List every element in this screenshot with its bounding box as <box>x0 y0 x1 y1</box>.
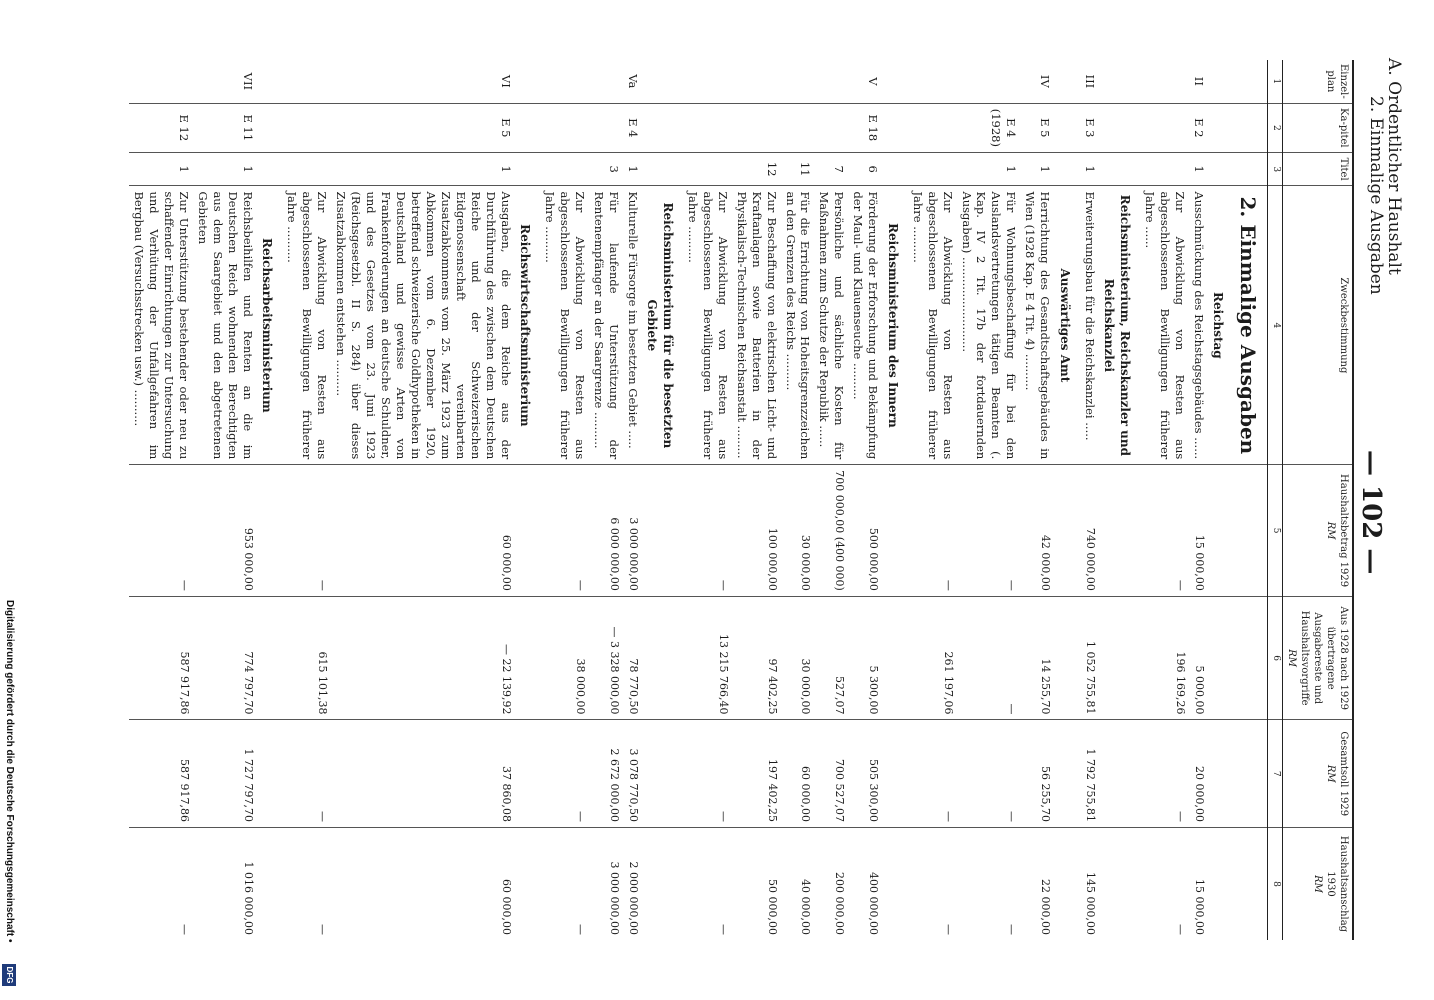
einzelplan-cell <box>683 60 732 103</box>
amount-1929-cell: — <box>1140 465 1189 597</box>
estimate-1930-cell: — <box>957 828 1021 941</box>
amount-1929-cell: — <box>683 465 732 597</box>
table-row <box>814 60 848 940</box>
table-row <box>540 60 589 940</box>
amount-1929-cell: 700 000,00 (400 000) <box>814 465 848 597</box>
carryover-cell: 38 000,00 <box>540 596 589 720</box>
col-header-haushaltsanschlag: Haushaltsanschlag 1930 RM <box>1283 828 1354 941</box>
titel-cell: 1 <box>1189 152 1208 186</box>
estimate-1930-cell: 3 000 000,00 <box>589 828 623 941</box>
einzelplan-cell <box>957 60 1021 103</box>
section-heading: Reichsministerium für die besetzten Gebiete <box>642 186 683 465</box>
estimate-1930-cell: — <box>1140 828 1189 941</box>
titel-cell: 11 <box>781 152 815 186</box>
table-row <box>129 60 193 940</box>
total-1929-cell: 20 000,00 <box>1189 720 1208 828</box>
table-row <box>732 60 781 940</box>
einzelplan-cell: V <box>866 77 881 86</box>
description-cell: Zur Abwicklung von Resten aus abgeschlossenen Bewilligungen früherer Jahre .......... <box>540 186 589 465</box>
amount-1929-cell: 60 000,00 <box>331 465 514 597</box>
kapitel-cell <box>283 103 332 152</box>
total-1929-cell: 56 255,70 <box>1020 720 1054 828</box>
col-header-ausgabereste: Aus 1928 nach 1929 übertragene Ausgabereste und Haushaltsvorgriffe RM <box>1283 596 1354 720</box>
carryover-cell: 261 197,06 <box>908 596 957 720</box>
carryover-cell: 14 255,70 <box>1020 596 1054 720</box>
estimate-1930-cell: 60 000,00 <box>331 828 514 941</box>
einzelplan-cell: Va <box>625 74 640 89</box>
description-cell: Zur Unterstützung bestehender oder neu zu schaffender Einrichtungen zur Untersuchung und Verhütung der Unfallgefahren im Bergbau (Versuchsstrecken usw.) .......... <box>129 186 193 465</box>
estimate-1930-cell: — <box>908 828 957 941</box>
description-cell: Für Wohnungsbeschaffung für bei den Auslandsvertretungen tätigen Beamten (. Kap. IV 2 Tit. 17b der fortdauernden Ausgaben) .......................... <box>957 186 1021 465</box>
section-heading: Reichstag <box>1208 186 1234 465</box>
estimate-1930-cell: 200 000,00 <box>814 828 848 941</box>
estimate-1930-cell: — <box>283 828 332 941</box>
col-header-kapitel: Ka-pitel <box>1283 103 1354 152</box>
total-1929-cell: 2 672 000,00 <box>589 720 623 828</box>
col-number: 2 <box>1268 103 1283 152</box>
carryover-cell: 78 770,50 <box>623 596 642 720</box>
description-cell: Zur Abwicklung von Resten aus abgeschlossenen Bewilligungen früherer Jahre ...... <box>1140 186 1189 465</box>
carryover-cell: 30 000,00 <box>781 596 815 720</box>
dfg-logo: DFG <box>2 964 16 986</box>
amount-1929-cell: 30 000,00 <box>781 465 815 597</box>
table-row <box>683 60 732 940</box>
unit-label: RM <box>1286 649 1297 668</box>
carryover-cell: 5 300,00 <box>848 596 882 720</box>
titel-cell <box>540 152 589 186</box>
titel-cell: 6 <box>848 152 882 186</box>
titel-cell: 1 <box>331 152 514 186</box>
unit-label: RM <box>1325 521 1336 540</box>
table-row <box>1020 60 1054 940</box>
carryover-cell: — 22 139,92 <box>331 596 514 720</box>
estimate-1930-cell: — <box>683 828 732 941</box>
carryover-cell: 527,07 <box>814 596 848 720</box>
description-cell: Ausgaben, die dem Reiche aus der Durchführung des zwischen dem Deutschen Reiche und der Schweizerischen Eidgenossenschaft vereinbarten Zusatzabkommens vom 25. März 1923 zum Abkommen vom 6. Dezember 1920, betreffend schweizerische Goldhypotheken in Deutschland und gewisse Arten von Frankenforderungen an deutsche Schuldner, und des Gesetzes vom 23. Juni 1923 (Reichsgesetzbl. II S. 284) über dieses Zusatzabkommen entstehen .......... <box>331 186 514 465</box>
total-1929-cell: 1 727 797,70 <box>193 720 257 828</box>
total-1929-cell: 1 792 755,81 <box>1080 720 1099 828</box>
einzelplan-cell <box>283 60 332 103</box>
description-cell: Erweiterungsbau für die Reichskanzlei ..... <box>1080 186 1099 465</box>
einzelplan-cell <box>814 60 848 103</box>
section-heading: Reichsarbeitsministerium <box>257 186 283 465</box>
table-row <box>957 60 1021 940</box>
kapitel-cell: E 11 <box>193 103 257 152</box>
kapitel-cell <box>589 103 623 152</box>
total-1929-cell: 60 000,00 <box>781 720 815 828</box>
header-line-1: A. Ordentlicher Haushalt <box>1384 58 1404 275</box>
titel-cell: 3 <box>589 152 623 186</box>
col-number: 3 <box>1268 152 1283 186</box>
table-row <box>193 60 257 940</box>
col-header-zweckbestimmung: Zweckbestimmung <box>1283 186 1354 465</box>
amount-1929-cell: 100 000,00 <box>732 465 781 597</box>
total-1929-cell: 197 402,25 <box>732 720 781 828</box>
col-header-gesamtsoll: Gesamtsoll 1929 RM <box>1283 720 1354 828</box>
titel-cell: 7 <box>814 152 848 186</box>
estimate-1930-cell: 145 000,00 <box>1080 828 1099 941</box>
titel-cell: 1 <box>623 152 642 186</box>
col-number: 6 <box>1268 596 1283 720</box>
kapitel-cell <box>781 103 815 152</box>
carryover-cell: 587 917,86 <box>129 596 193 720</box>
section-heading: Auswärtiges Amt <box>1054 186 1080 465</box>
total-1929-cell: 3 078 770,50 <box>623 720 642 828</box>
section-heading: Reichsministerium des Innern <box>882 186 908 465</box>
description-cell: Herrichtung des Gesandtschaftsgebäudes in Wien (1928 Kap. E 4 Tit. 4) .......... <box>1020 186 1054 465</box>
description-cell: Ausschmückung des Reichstagsgebäudes ...... <box>1189 186 1208 465</box>
col-number: 4 <box>1268 186 1283 465</box>
amount-1929-cell: 500 000,00 <box>848 465 882 597</box>
kapitel-cell: E 12 <box>129 103 193 152</box>
einzelplan-cell <box>781 60 815 103</box>
table-row <box>781 60 815 940</box>
page-number: — 102 — <box>1356 450 1386 575</box>
budget-table <box>129 60 1354 940</box>
amount-1929-cell: — <box>283 465 332 597</box>
total-1929-cell: 505 300,00 <box>848 720 882 828</box>
carryover-cell: 196 169,26 <box>1140 596 1189 720</box>
table-row <box>848 60 882 940</box>
total-1929-cell: — <box>283 720 332 828</box>
table-row <box>589 60 623 940</box>
total-1929-cell: — <box>540 720 589 828</box>
description-cell: Zur Abwicklung von Resten aus abgeschlossenen Bewilligungen früherer Jahre .......... <box>908 186 957 465</box>
col-header-einzelplan: Einzel-plan <box>1283 60 1354 103</box>
kapitel-cell <box>1140 103 1189 152</box>
kapitel-cell <box>540 103 589 152</box>
section-heading: Reichswirtschaftsministerium <box>515 186 541 465</box>
amount-1929-cell: — <box>540 465 589 597</box>
titel-cell: 1 <box>1020 152 1054 186</box>
carryover-cell: 5 000,00 <box>1189 596 1208 720</box>
description-cell: Förderung der Erforschung und Bekämpfung der Maul- und Klauenseuche .......... <box>848 186 882 465</box>
description-cell: Zur Abwicklung von Resten aus abgeschlossenen Bewilligungen früherer Jahre .......... <box>283 186 332 465</box>
carryover-cell: 97 402,25 <box>732 596 781 720</box>
titel-cell <box>683 152 732 186</box>
carryover-cell: — 3 328 000,00 <box>589 596 623 720</box>
total-1929-cell: — <box>908 720 957 828</box>
amount-1929-cell: 953 000,00 <box>193 465 257 597</box>
einzelplan-cell <box>908 60 957 103</box>
amount-1929-cell: 3 000 000,00 <box>623 465 642 597</box>
col-number: 1 <box>1268 60 1283 103</box>
einzelplan-cell: II <box>1191 76 1206 86</box>
amount-1929-cell: 740 000,00 <box>1080 465 1099 597</box>
unit-label: RM <box>1325 764 1336 783</box>
table-header-row <box>1283 60 1354 940</box>
description-cell: Zur Beschaffung von elektrischen Licht- und Kraftanlagen sowie Batterien in der Physikalisch-Technischen Reichsanstalt ......... <box>732 186 781 465</box>
titel-cell: 1 <box>957 152 1021 186</box>
kapitel-cell: E 4 (1928) <box>957 103 1021 152</box>
estimate-1930-cell: 2 000 000,00 <box>623 828 642 941</box>
kapitel-cell: E 4 <box>623 103 642 152</box>
table-row <box>908 60 957 940</box>
estimate-1930-cell: 22 000,00 <box>1020 828 1054 941</box>
total-1929-cell: 587 917,86 <box>129 720 193 828</box>
header-line-2: 2. Einmalige Ausgaben <box>1366 96 1386 295</box>
titel-cell: 1 <box>129 152 193 186</box>
amount-1929-cell: — <box>957 465 1021 597</box>
einzelplan-cell <box>732 60 781 103</box>
unit-label: RM <box>1312 875 1323 893</box>
einzelplan-cell <box>129 60 193 103</box>
estimate-1930-cell: 400 000,00 <box>848 828 882 941</box>
carryover-cell: 13 215 766,40 <box>683 596 732 720</box>
einzelplan-cell: VII <box>240 72 255 91</box>
estimate-1930-cell: 1 016 000,00 <box>193 828 257 941</box>
amount-1929-cell: 42 000,00 <box>1020 465 1054 597</box>
main-title: 2. Einmalige Ausgaben <box>1233 186 1268 465</box>
amount-1929-cell: 6 000 000,00 <box>589 465 623 597</box>
titel-cell: 12 <box>732 152 781 186</box>
kapitel-cell <box>683 103 732 152</box>
col-number: 5 <box>1268 465 1283 597</box>
titel-cell <box>908 152 957 186</box>
table-row <box>283 60 332 940</box>
total-1929-cell: — <box>1140 720 1189 828</box>
description-cell: Zur Abwicklung von Resten aus abgeschlossenen Bewilligungen früherer Jahre .......... <box>683 186 732 465</box>
description-cell: Für laufende Unterstützung der Rentenempfänger an der Saargrenze .......... <box>589 186 623 465</box>
col-number: 7 <box>1268 720 1283 828</box>
table-row <box>1140 60 1189 940</box>
estimate-1930-cell: — <box>540 828 589 941</box>
estimate-1930-cell: 40 000,00 <box>781 828 815 941</box>
kapitel-cell <box>732 103 781 152</box>
col-header-titel: Titel <box>1283 152 1354 186</box>
table-row <box>1189 60 1208 940</box>
total-1929-cell: 37 860,08 <box>331 720 514 828</box>
col-header-haushaltsbetrag: Haushaltsbetrag 1929 RM <box>1283 465 1354 597</box>
col-number: 8 <box>1268 828 1283 941</box>
description-cell: Kulturelle Fürsorge im besetzten Gebiet ..... <box>623 186 642 465</box>
table-row <box>331 60 514 940</box>
kapitel-cell: E 5 <box>1020 103 1054 152</box>
estimate-1930-cell: — <box>129 828 193 941</box>
description-cell: Persönliche und sächliche Kosten für Maßnahmen zum Schutze der Republik ...... <box>814 186 848 465</box>
total-1929-cell: — <box>683 720 732 828</box>
section-heading: Reichsministerium, Reichskanzler und Reichskanzlei <box>1099 186 1140 465</box>
carryover-cell: 774 797,70 <box>193 596 257 720</box>
einzelplan-cell: VI <box>498 74 513 88</box>
einzelplan-cell <box>589 60 623 103</box>
kapitel-cell: E 18 <box>848 103 882 152</box>
titel-cell: 1 <box>1080 152 1099 186</box>
table-row <box>1080 60 1099 940</box>
kapitel-cell <box>908 103 957 152</box>
description-cell: Für die Errichtung von Hoheitsgrenzzeichen an den Grenzen des Reichs .......... <box>781 186 815 465</box>
estimate-1930-cell: 50 000,00 <box>732 828 781 941</box>
column-number-row <box>1268 60 1283 940</box>
titel-cell: 1 <box>193 152 257 186</box>
kapitel-cell: E 2 <box>1189 103 1208 152</box>
amount-1929-cell: — <box>129 465 193 597</box>
kapitel-cell: E 5 <box>331 103 514 152</box>
total-1929-cell: 700 527,07 <box>814 720 848 828</box>
carryover-cell: 615 101,38 <box>283 596 332 720</box>
titel-cell <box>1140 152 1189 186</box>
description-cell: Reichsbeihilfen und Renten an die im Deutschen Reich wohnenden Berechtigten aus dem Saargebiet und den abgetretenen Gebieten <box>193 186 257 465</box>
kapitel-cell <box>814 103 848 152</box>
titel-cell <box>283 152 332 186</box>
amount-1929-cell: 15 000,00 <box>1189 465 1208 597</box>
einzelplan-cell: III <box>1082 74 1097 89</box>
amount-1929-cell: — <box>908 465 957 597</box>
total-1929-cell: — <box>957 720 1021 828</box>
einzelplan-cell: IV <box>1038 74 1053 88</box>
digitization-note: Digitalisierung gefördert durch die Deutsche Forschungsgemeinschaft • <box>4 600 15 943</box>
einzelplan-cell <box>1140 60 1189 103</box>
kapitel-cell: E 3 <box>1080 103 1099 152</box>
carryover-cell: — <box>957 596 1021 720</box>
table-row <box>623 60 642 940</box>
estimate-1930-cell: 15 000,00 <box>1189 828 1208 941</box>
einzelplan-cell <box>540 60 589 103</box>
carryover-cell: 1 052 755,81 <box>1080 596 1099 720</box>
